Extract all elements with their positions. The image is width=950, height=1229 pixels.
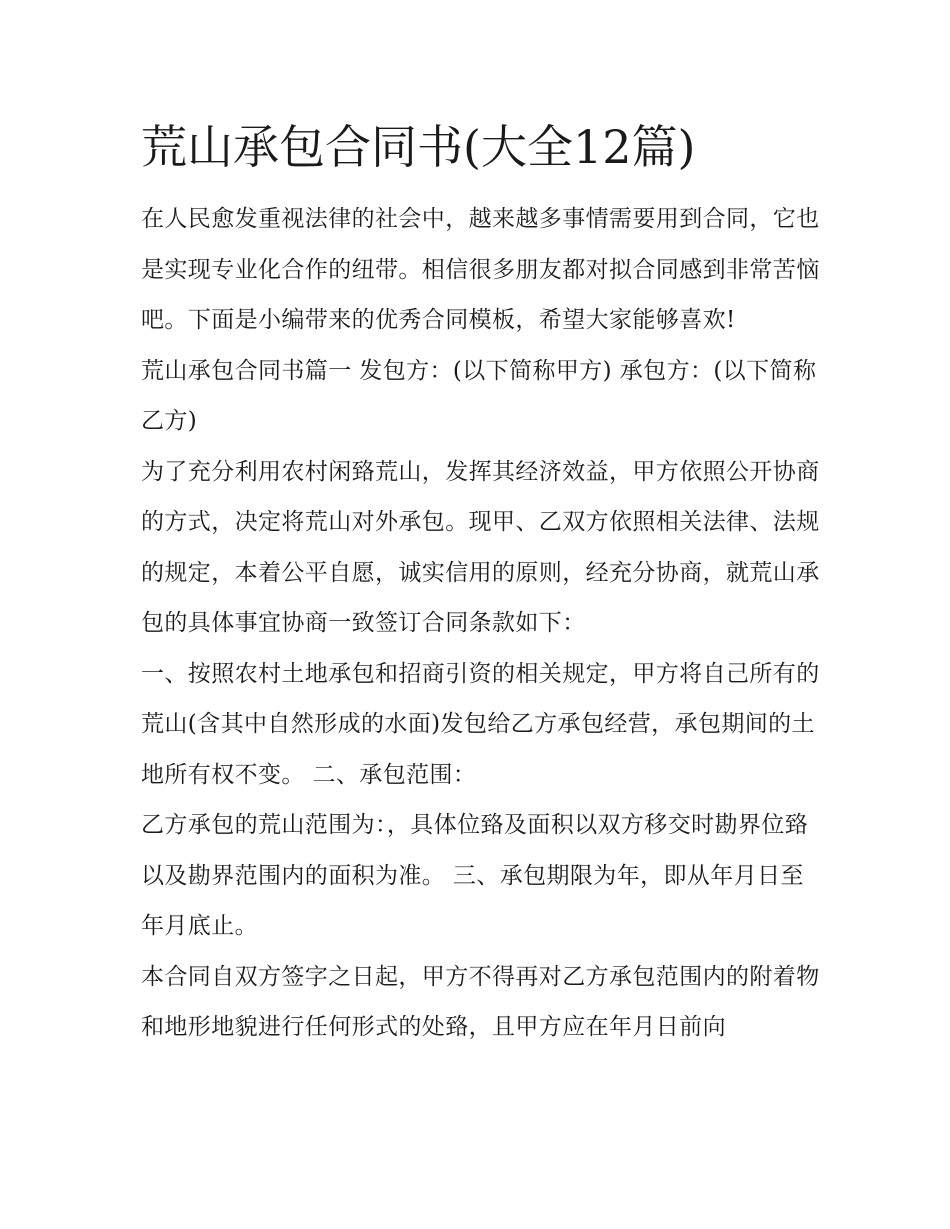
document-title: 荒山承包合同书(大全12篇) [141, 120, 696, 174]
paragraph-parties: 荒山承包合同书篇一 发包方：(以下简称甲方) 承包方：(以下简称乙方) [141, 357, 817, 434]
document-page [141, 112, 821, 1053]
paragraph-clause-1: 一、按照农村土地承包和招商引资的相关规定，甲方将自己所有的荒山(含其中自然形成的水面)发包给乙方承包经营，承包期间的土地所有权不变。 二、承包范围： [141, 660, 820, 788]
paragraph-clause-3: 本合同自双方签字之日起，甲方不得再对乙方承包范围内的附着物和地形地貌进行任何形式的处臵，且甲方应在年月日前向 [141, 963, 820, 1040]
paragraph-clause-2: 乙方承包的荒山范围为：，具体位臵及面积以双方移交时勘界位臵以及勘界范围内的面积为准。 三、承包期限为年，即从年月日至年月底止。 [141, 812, 809, 939]
paragraph-intro: 在人民愈发重视法律的社会中，越来越多事情需要用到合同，它也是实现专业化合作的纽带。相信很多朋友都对拟合同感到非常苦恼吧。下面是小编带来的优秀合同模板，希望大家能够喜欢! [141, 206, 820, 333]
paragraph-purpose: 为了充分利用农村闲臵荒山，发挥其经济效益，甲方依照公开协商的方式，决定将荒山对外承包。现甲、乙双方依照相关法律、法规的规定，本着公平自愿，诚实信用的原则，经充分协商，就荒山承包的具体事宜协商一致签订合同条款如下： [141, 458, 820, 636]
